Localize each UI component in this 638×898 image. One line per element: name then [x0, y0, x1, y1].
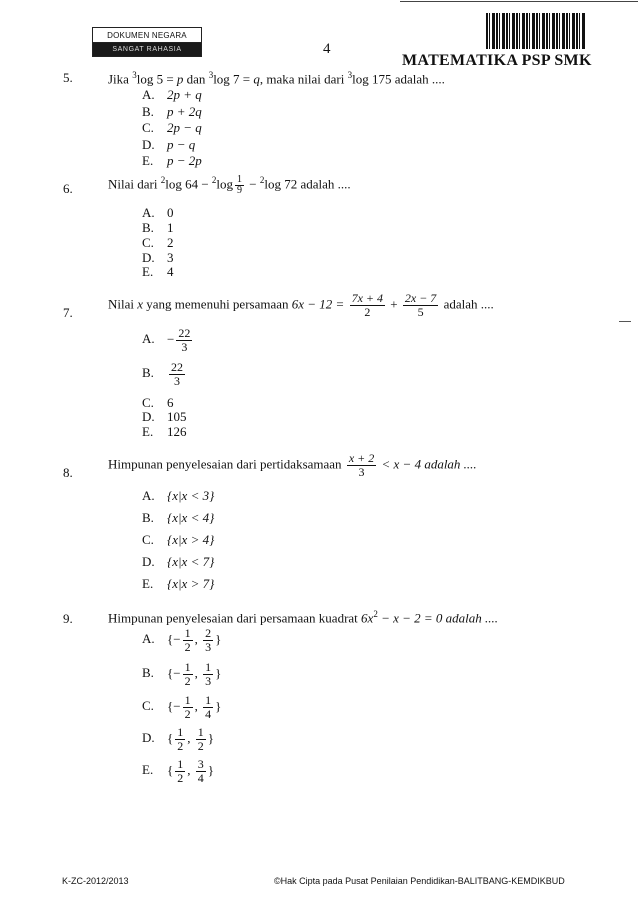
- q6-number: 6.: [63, 181, 73, 196]
- q8-option: D. {x|x < 7}: [142, 554, 215, 569]
- q6-text: Nilai dari $^2$log 64 − $^2$log $\frac{1}{9}$ − $^2$log 72 adalah ....: [108, 174, 351, 196]
- q7-option-b: B. $\frac{22}{3}$: [142, 360, 183, 388]
- q8-option: C. {x|x > 4}: [142, 532, 215, 547]
- q9-number: 9.: [63, 611, 73, 626]
- stamp-bottom: SANGAT RAHASIA: [93, 43, 201, 56]
- q8-option: E. {x|x > 7}: [142, 576, 215, 591]
- q7-option: E. 126: [142, 424, 187, 439]
- q5-text: Jika $^3$log 5 = p dan $^3$log 7 = q, maka nilai dari $^3$log 175 adalah ....: [108, 70, 445, 87]
- q8-number: 8.: [63, 465, 73, 480]
- q9-option: E. { $\frac{1}{2}$ , $\frac{3}{4}$ }: [142, 757, 214, 785]
- q9-text: Himpunan penyelesaian dari persamaan kuadrat $6x^2 - x - 2 = 0$ adalah ....: [108, 609, 499, 626]
- page-number: 4: [323, 41, 331, 57]
- q6-option: E. 4: [142, 264, 174, 279]
- q5-option: A. 2p + q: [142, 87, 202, 102]
- footer-copyright: ©Hak Cipta pada Pusat Penilaian Pendidikan-BALITBANG-KEMDIKBUD: [274, 876, 565, 886]
- q5-option: D. p − q: [142, 137, 196, 152]
- subject-title: MATEMATIKA PSP SMK: [402, 52, 592, 69]
- q6-option: C. 2: [142, 235, 174, 250]
- barcode-icon: [486, 13, 586, 49]
- q8-option: A. {x|x < 3}: [142, 488, 215, 503]
- q9-option: D. { $\frac{1}{2}$ , $\frac{1}{2}$ }: [142, 725, 214, 753]
- q7-option: C. 6: [142, 395, 174, 410]
- document-stamp: [92, 27, 202, 57]
- margin-mark: [619, 321, 631, 322]
- q7-option-a: A. − $\frac{22}{3}$: [142, 326, 191, 354]
- q5-option: C. 2p − q: [142, 120, 202, 135]
- q5-number: 5.: [63, 70, 73, 85]
- q5-option: B. p + 2q: [142, 104, 202, 119]
- q9-option: B. {− $\frac{1}{2}$ , $\frac{1}{3}$ }: [142, 660, 222, 688]
- q7-option: D. 105: [142, 409, 187, 424]
- q7-text: Nilai x yang memenuhi persamaan 6x − 12 = $\frac{7x + 4}{2}$ + $\frac{2x - 7}{5}$ adalah ....: [108, 291, 494, 319]
- q7-number: 7.: [63, 305, 73, 320]
- q6-option: A. 0: [142, 205, 174, 220]
- q6-option: B. 1: [142, 220, 174, 235]
- q8-option: B. {x|x < 4}: [142, 510, 215, 525]
- q9-option: C. {− $\frac{1}{2}$ , $\frac{1}{4}$ }: [142, 693, 222, 721]
- footer-code: K-ZC-2012/2013: [62, 876, 129, 886]
- q8-text: Himpunan penyelesaian dari pertidaksamaan $\frac{x + 2}{3}$ < x − 4 adalah ....: [108, 451, 477, 479]
- q9-option: A. {− $\frac{1}{2}$ , $\frac{2}{3}$ }: [142, 626, 222, 654]
- top-rule: [400, 1, 638, 2]
- stamp-top: DOKUMEN NEGARA: [93, 28, 201, 43]
- q5-option: E. p − 2p: [142, 153, 202, 168]
- q6-option: D. 3: [142, 250, 174, 265]
